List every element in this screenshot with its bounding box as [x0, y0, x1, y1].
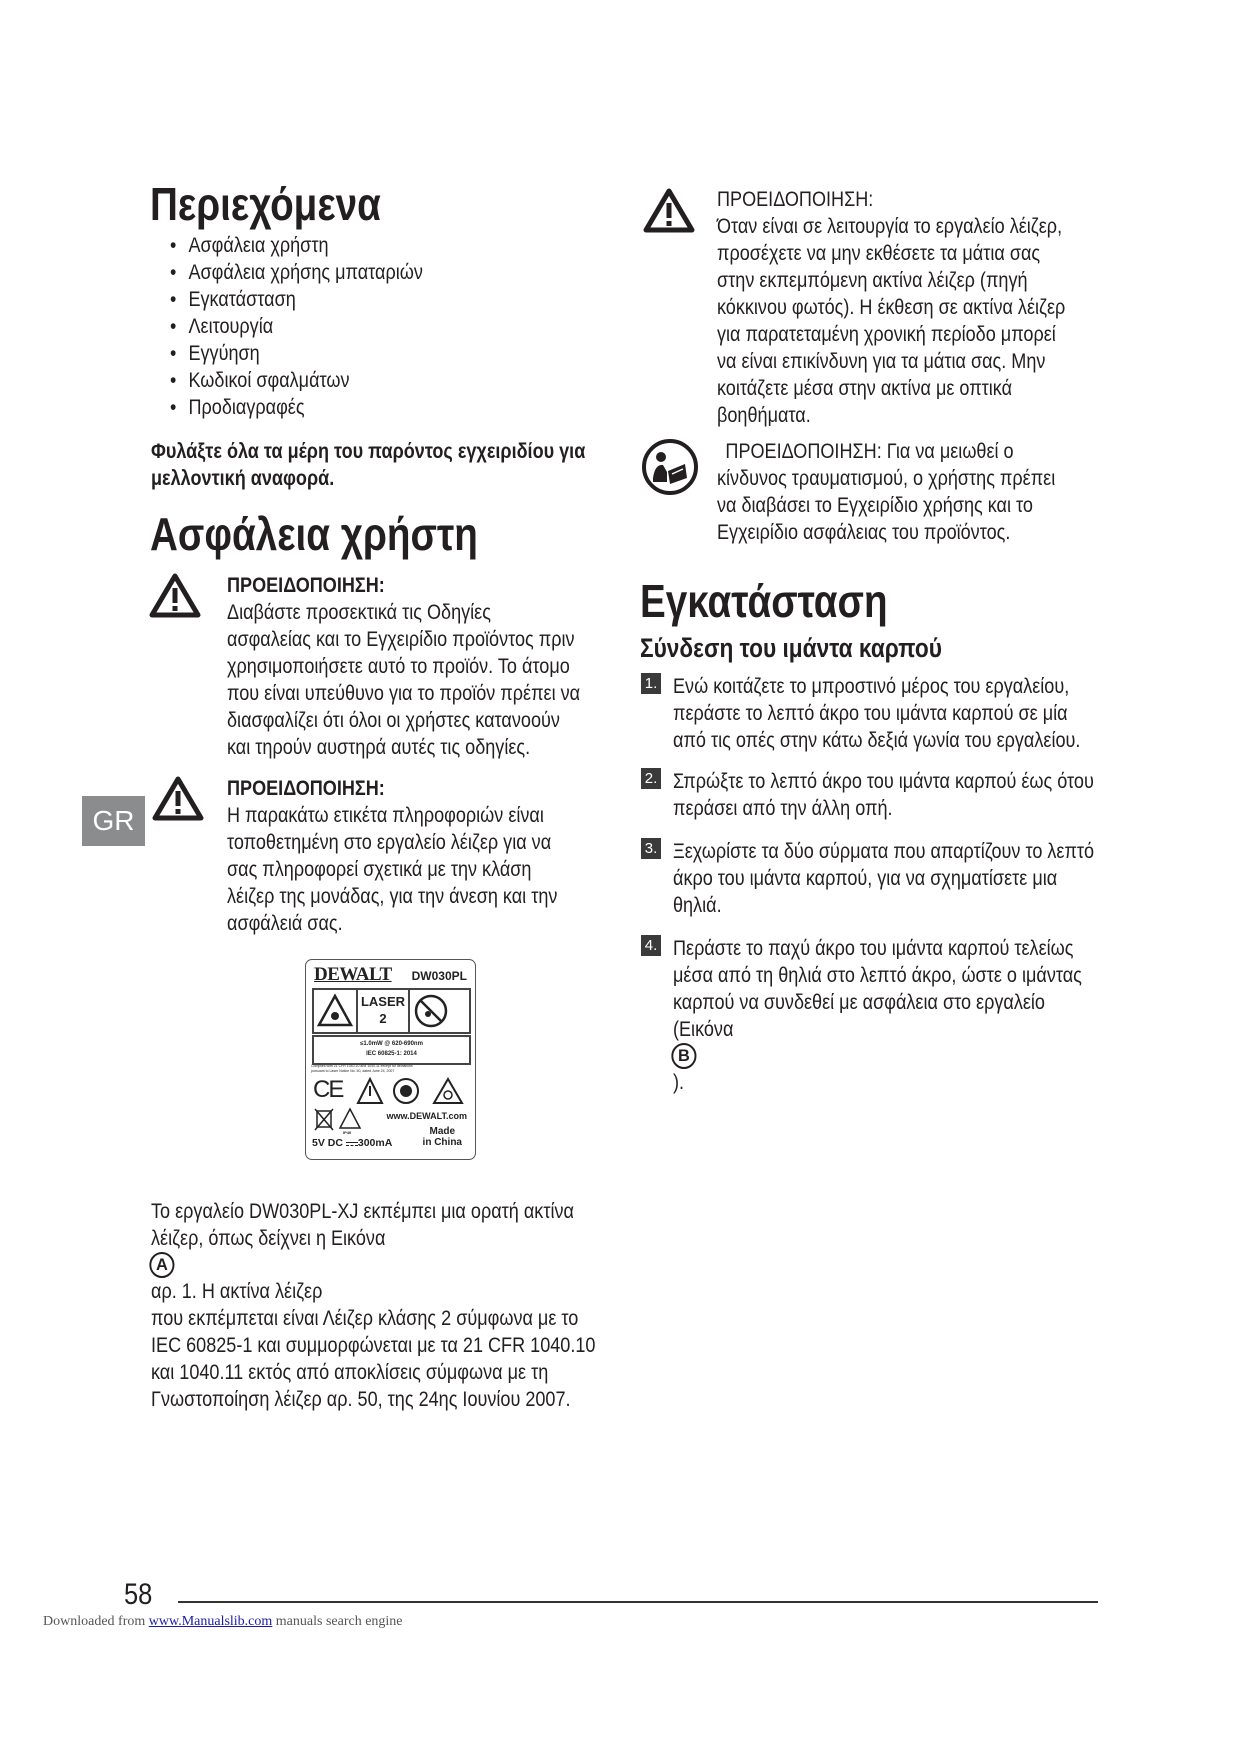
compliance-text	[311, 1064, 413, 1074]
text-line: ασφαλείας και το Εγχειρίδιο προϊόντος πριν	[227, 627, 575, 651]
manualslib-link[interactable]: www.Manualslib.com	[148, 1614, 273, 1629]
text-line: και τηρούν αυστηρά αυτές τις οδηγίες.	[227, 735, 531, 759]
step-3	[673, 838, 1094, 919]
figure-ref-a: A	[149, 1252, 174, 1278]
laser-class-box	[312, 988, 471, 1034]
text-part: ).	[673, 1070, 685, 1094]
model-number: DW030PL	[411, 969, 467, 983]
text-line: από τις οπές στην κάτω δεξιά γωνία του εργαλείου.	[673, 728, 1081, 752]
contents-title: Περιεχόμενα	[150, 178, 381, 230]
safety-symbols-icon	[356, 1076, 466, 1106]
text-line: Όταν είναι σε λειτουργία το εργαλείο λέιζερ,	[717, 214, 1063, 238]
text-line: ασφάλειά σας.	[227, 911, 343, 935]
text-line: χρησιμοποιήσετε αυτό το προϊόν. Το άτομο	[227, 654, 570, 678]
note-line: Φυλάξτε όλα τα μέρη του παρόντος εγχειριδίου για	[151, 439, 586, 463]
text-line: Made	[429, 1126, 456, 1137]
text-line: IEC 60825-1 και συμμορφώνεται με τα 21 CFR 1040.10	[151, 1333, 596, 1357]
step-2	[673, 768, 1094, 822]
text-line: να είναι επικίνδυνη για τα μάτια σας. Μην	[717, 349, 1046, 373]
text-line: κίνδυνος τραυματισμού, ο χρήστης πρέπει	[717, 466, 1056, 490]
figure-ref-b: B	[671, 1043, 696, 1069]
download-suffix: manuals search engine	[275, 1614, 403, 1629]
text-line: βοηθήματα.	[717, 403, 811, 427]
warning-triangle-icon	[152, 775, 204, 821]
text-part: λέιζερ, όπως δείχνει η Εικόνα	[151, 1226, 386, 1250]
warning-block-2	[227, 775, 557, 937]
text-part: (Εικόνα	[673, 1017, 734, 1041]
step-number	[641, 935, 661, 956]
text-line: pursuant to Laser Notice No. 50, dated June 24, 2007	[311, 1069, 395, 1073]
laser-power-box	[312, 1035, 471, 1065]
laser-description	[151, 1198, 595, 1413]
text-line: κοιτάζετε μέσα στην ακτίνα με οπτικά	[717, 376, 1013, 400]
laser-power: ≤1.0mW @ 620-690nm	[360, 1041, 423, 1047]
contents-item[interactable]: • Λειτουργία	[170, 313, 423, 340]
text-line: διασφαλίζει ότι όλοι οι χρήστες κατανοούν	[227, 708, 560, 732]
contents-item[interactable]: • Εγγύηση	[170, 340, 423, 367]
step-number	[641, 838, 661, 859]
text-line: σας πληροφορεί σχετικά με την κλάση	[227, 857, 532, 881]
dc-symbol	[346, 1142, 358, 1146]
dc-voltage: 5V DC	[312, 1137, 343, 1149]
text-line: θηλιά.	[673, 893, 722, 917]
step-1	[673, 673, 1080, 754]
text-line: Complies with 21 CFR 1040.10 and 1040.11 except for deviations	[311, 1064, 413, 1068]
text-line: Γνωστοποίηση λέιζερ αρ. 50, της 24ης Ιουνίου 2007.	[151, 1387, 571, 1411]
step-4	[673, 935, 1082, 1096]
dewalt-logo: DEWALT	[314, 964, 392, 985]
ce-mark: CE	[313, 1076, 343, 1103]
step-badge: 3.	[641, 838, 661, 859]
text-line: λέιζερ της μονάδας, για την άνεση και την	[227, 884, 558, 908]
contents-item[interactable]: • Ασφάλεια χρήσης μπαταριών	[170, 259, 423, 286]
language-tab: GR	[82, 796, 145, 846]
warning-triangle-icon	[643, 187, 695, 233]
text-line: in China	[422, 1137, 462, 1148]
text-line: που εκπέμπεται είναι Λέιζερ κλάσης 2 σύμφωνα με το	[151, 1306, 579, 1330]
label-website: www.DEWALT.com	[386, 1111, 467, 1121]
text-line: μέσα από τη θηλιά στο λεπτό άκρο, ώστε ο ιμάντας	[673, 963, 1082, 987]
text-line: Εγχειρίδιο ασφάλειας του προϊόντος.	[717, 520, 1011, 544]
step-badge: 2.	[641, 768, 661, 789]
download-text: Downloaded from	[43, 1614, 146, 1629]
warning-block-3	[717, 186, 1065, 429]
user-safety-title: Ασφάλεια χρήστη	[150, 508, 478, 560]
footer-rule	[178, 1601, 1098, 1603]
laser-class: 2	[379, 1011, 387, 1026]
note-line: μελλοντική αναφορά.	[151, 466, 335, 490]
text-line: και 1040.11 εκτός από αποκλίσεις σύμφωνα με τη	[151, 1360, 549, 1384]
text-line: τοποθετημένη στο εργαλείο λέιζερ για να	[227, 830, 552, 854]
contents-list	[170, 232, 423, 421]
text-line: ΠΡΟΕΙΔΟΠΟΙΗΣΗ: Για να μειωθεί ο	[725, 439, 1014, 463]
text-line: καρπού να συνδεθεί με ασφάλεια στο εργαλείο	[673, 990, 1045, 1014]
text-line: κόκκινου φωτός). Η έκθεση σε ακτίνα λέιζερ	[717, 295, 1066, 319]
download-notice	[43, 1614, 403, 1630]
warning-heading: ΠΡΟΕΙΔΟΠΟΙΗΣΗ:	[717, 187, 874, 211]
text-part: αρ. 1. Η ακτίνα λέιζερ	[151, 1279, 323, 1303]
step-number	[641, 768, 661, 789]
ip-rating: IP40	[343, 1130, 352, 1135]
made-in	[423, 1126, 462, 1148]
laser-standard: IEC 60825-1: 2014	[366, 1051, 417, 1057]
step-badge: 4.	[641, 935, 661, 956]
installation-title: Εγκατάσταση	[640, 575, 888, 627]
text-line: Περάστε το παχύ άκρο του ιμάντα καρπού τελείως	[673, 936, 1074, 960]
warning-heading: ΠΡΟΕΙΔΟΠΟΙΗΣΗ:	[227, 573, 385, 597]
text-line: στην εκπεμπόμενη ακτίνα λέιζερ (πηγή	[717, 268, 1028, 292]
text-line: που είναι υπεύθυνο για το προϊόν πρέπει να	[227, 681, 581, 705]
warning-block-1	[227, 572, 580, 761]
no-stare-icon	[410, 990, 452, 1032]
text-line: Το εργαλείο DW030PL-XJ εκπέμπει μια ορατή ακτίνα	[151, 1199, 574, 1223]
text-line: περάστε το λεπτό άκρο του ιμάντα καρπού σε μία	[673, 701, 1068, 725]
weee-ip-icons	[314, 1106, 364, 1134]
contents-item[interactable]: • Εγκατάσταση	[170, 286, 423, 313]
read-manual-icon	[641, 438, 699, 496]
contents-item[interactable]: • Κωδικοί σφαλμάτων	[170, 367, 423, 394]
contents-item[interactable]: • Προδιαγραφές	[170, 394, 423, 421]
text-line: Η παρακάτω ετικέτα πληροφοριών είναι	[227, 803, 544, 827]
text-line: προσέχετε να μην εκθέσετε τα μάτια σας	[717, 241, 1041, 265]
text-line: περάσει από την άλλη οπή.	[673, 796, 893, 820]
current: 300mA	[357, 1137, 393, 1149]
text-line: Ενώ κοιτάζετε το μπροστινό μέρος του εργαλείου,	[673, 674, 1070, 698]
warning-block-4	[717, 438, 1055, 546]
step-number	[641, 673, 661, 694]
warning-triangle-icon	[149, 572, 201, 618]
text-line: Διαβάστε προσεκτικά τις Οδηγίες	[227, 600, 491, 624]
step-badge: 1.	[641, 673, 661, 694]
keep-manual-note	[151, 438, 585, 492]
laser-hazard-icon	[314, 990, 356, 1032]
text-line	[151, 1225, 595, 1305]
laser-info-label	[305, 959, 476, 1160]
text-line: άκρο του ιμάντα καρπού, για να σχηματίσετε μια	[673, 866, 1058, 890]
page-number: 58	[124, 1578, 153, 1611]
text-line: να διαβάσει το Εγχειρίδιο χρήσης και το	[717, 493, 1033, 517]
contents-item[interactable]: • Ασφάλεια χρήστη	[170, 232, 423, 259]
warning-heading: ΠΡΟΕΙΔΟΠΟΙΗΣΗ:	[227, 776, 385, 800]
laser-text: LASER	[360, 994, 406, 1009]
text-line: Σπρώξτε το λεπτό άκρο του ιμάντα καρπού έως ότου	[673, 769, 1094, 793]
text-line: για παρατεταμένη χρονική περίοδο μπορεί	[717, 322, 1056, 346]
text-line: Ξεχωρίστε τα δύο σύρματα που απαρτίζουν το λεπτό	[673, 839, 1095, 863]
wrist-strap-title: Σύνδεση του ιμάντα καρπού	[640, 633, 942, 663]
power-rating	[312, 1137, 392, 1149]
text-line	[673, 1016, 1082, 1096]
